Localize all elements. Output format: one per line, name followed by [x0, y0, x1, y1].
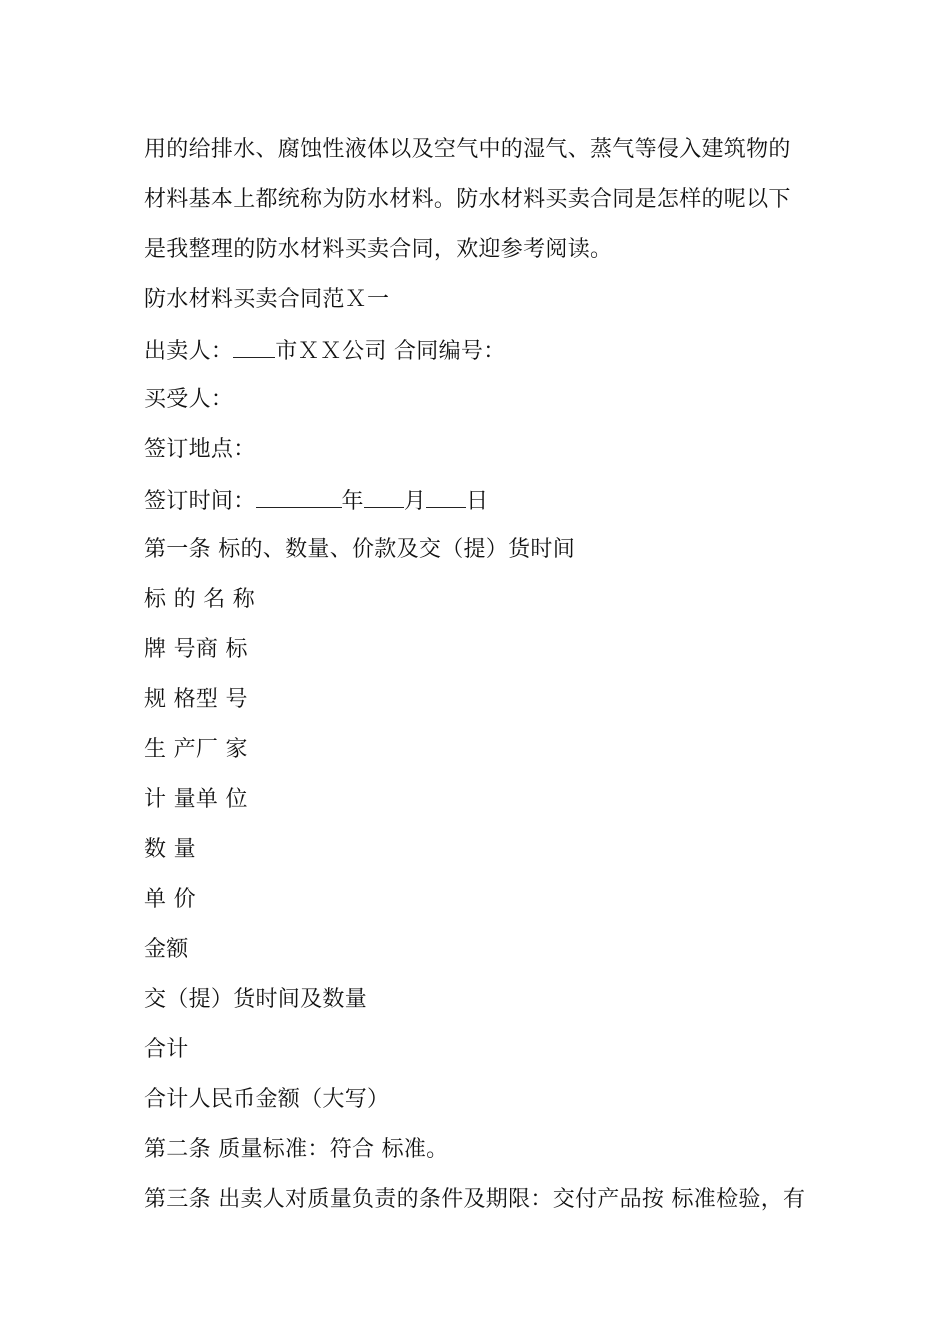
seller-city-blank	[233, 335, 275, 358]
seller-company: 市ＸＸ公司 合同编号：	[275, 339, 506, 364]
buyer-label: 买受人：	[144, 387, 234, 412]
field-quantity: 数 量	[144, 837, 196, 862]
field-brand-trademark: 牌 号商 标	[144, 637, 248, 662]
intro-line-1: 用的给排水、腐蚀性液体以及空气中的湿气、蒸气等侵入建筑物的	[144, 137, 791, 162]
field-delivery-time: 交（提）货时间及数量	[144, 987, 368, 1012]
day-blank	[426, 485, 466, 508]
field-spec-model: 规 格型 号	[144, 687, 248, 712]
month-label: 月	[403, 489, 427, 514]
contract-heading: 防水材料买卖合同范Ｘ一	[144, 287, 390, 312]
article-1-title: 第一条 标的、数量、价款及交（提）货时间	[144, 537, 575, 562]
sign-place-label: 签订地点：	[144, 437, 256, 462]
field-unit-price: 单 价	[144, 887, 196, 912]
article-3: 第三条 出卖人对质量负责的条件及期限：交付产品按 标准检验，有	[144, 1187, 806, 1212]
field-unit: 计 量单 位	[144, 787, 248, 812]
seller-label: 出卖人：	[144, 339, 234, 364]
field-item-name: 标 的 名 称	[144, 587, 256, 612]
sign-time-label: 签订时间：	[144, 489, 256, 514]
field-manufacturer: 生 产厂 家	[144, 737, 248, 762]
sign-time-line	[144, 485, 488, 517]
intro-line-2: 材料基本上都统称为防水材料。防水材料买卖合同是怎样的呢以下	[144, 187, 791, 212]
field-total: 合计	[144, 1037, 189, 1062]
day-label: 日	[466, 489, 489, 514]
month-blank	[364, 485, 404, 508]
seller-line	[144, 335, 506, 367]
year-label: 年	[341, 489, 364, 514]
intro-line-3: 是我整理的防水材料买卖合同，欢迎参考阅读。	[144, 237, 613, 262]
article-2: 第二条 质量标准：符合 标准。	[144, 1137, 449, 1162]
year-blank	[256, 485, 342, 508]
field-total-rmb: 合计人民币金额（大写）	[144, 1087, 390, 1112]
field-amount: 金额	[144, 937, 189, 962]
